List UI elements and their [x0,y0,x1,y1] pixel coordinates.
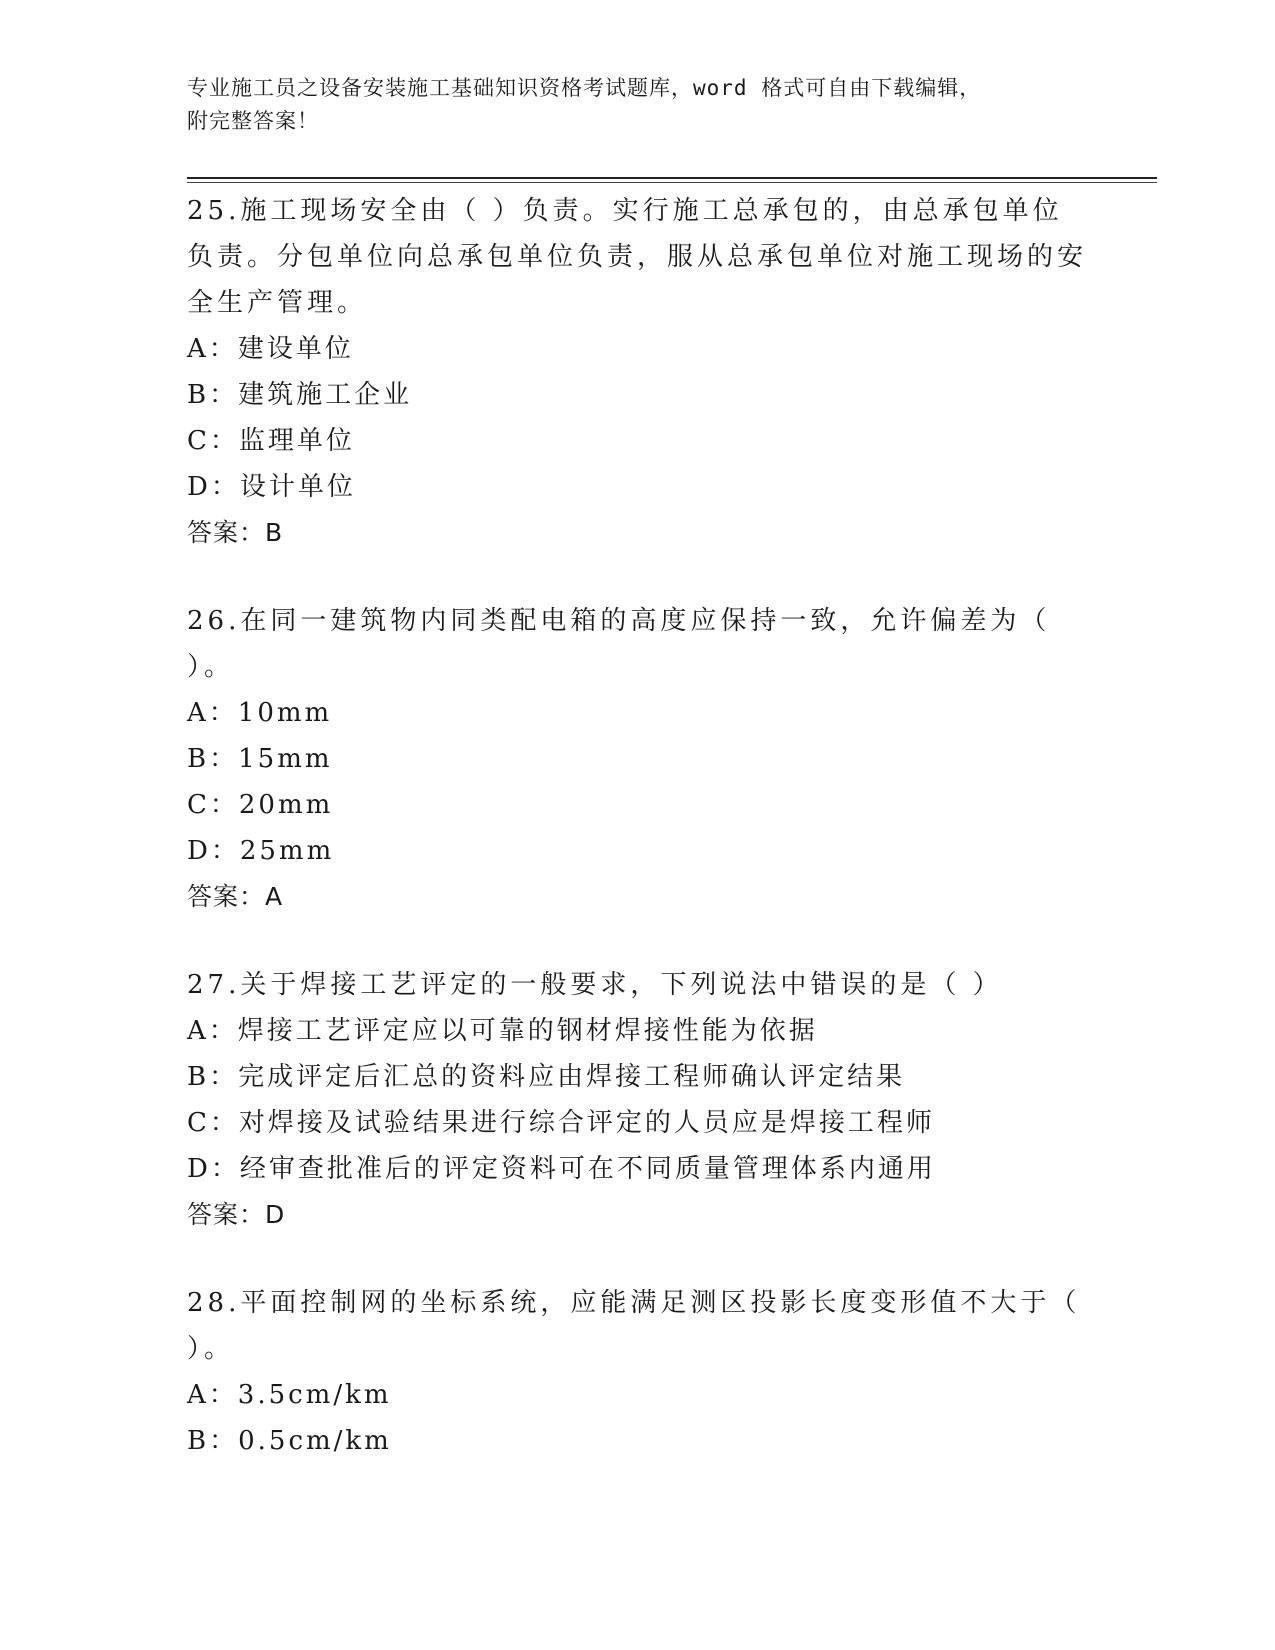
option-c: C：监理单位 [187,426,355,456]
answer: 答案：A [187,882,284,911]
option-a: A：建设单位 [187,334,354,364]
option-c: C：20mm [187,790,334,820]
question-list [187,188,1087,1506]
option-d: D：经审查批准后的评定资料可在不同质量管理体系内通用 [187,1154,936,1184]
header-line-2: 附完整答案！ [187,109,319,133]
question-stem: 27.关于焊接工艺评定的一般要求，下列说法中错误的是（ ） [187,970,1003,1000]
document-page [187,0,1157,1650]
question-27 [187,962,1087,1238]
question-28 [187,1280,1087,1464]
question-26 [187,598,1087,920]
question-stem: 25.施工现场安全由（ ）负责。实行施工总承包的，由总承包单位负责。分包单位向总承包单位负责，服从总承包单位对施工现场的安全生产管理。 [187,196,1088,318]
answer: 答案：B [187,518,284,547]
question-stem: 28.平面控制网的坐标系统，应能满足测区投影长度变形值不大于（ ）。 [187,1288,1081,1364]
question-25 [187,188,1087,556]
option-b: B：建筑施工企业 [187,380,413,410]
answer: 答案：D [187,1200,286,1229]
header-divider-thin [187,182,1157,183]
option-a: A：10mm [187,698,333,728]
option-c: C：对焊接及试验结果进行综合评定的人员应是焊接工程师 [187,1108,935,1138]
option-a: A：3.5cm/km [187,1380,392,1410]
option-b: B：15mm [187,744,333,774]
option-d: D：设计单位 [187,472,356,502]
header-line-1: 专业施工员之设备安装施工基础知识资格考试题库，word 格式可自由下载编辑， [187,76,982,100]
document-header [187,72,1107,138]
option-a: A：焊接工艺评定应以可靠的钢材焊接性能为依据 [187,1016,818,1046]
option-b: B：完成评定后汇总的资料应由焊接工程师确认评定结果 [187,1062,906,1092]
header-divider-thick [187,177,1157,179]
question-stem: 26.在同一建筑物内同类配电箱的高度应保持一致，允许偏差为（ ）。 [187,606,1051,682]
option-b: B：0.5cm/km [187,1426,392,1456]
option-d: D：25mm [187,836,335,866]
